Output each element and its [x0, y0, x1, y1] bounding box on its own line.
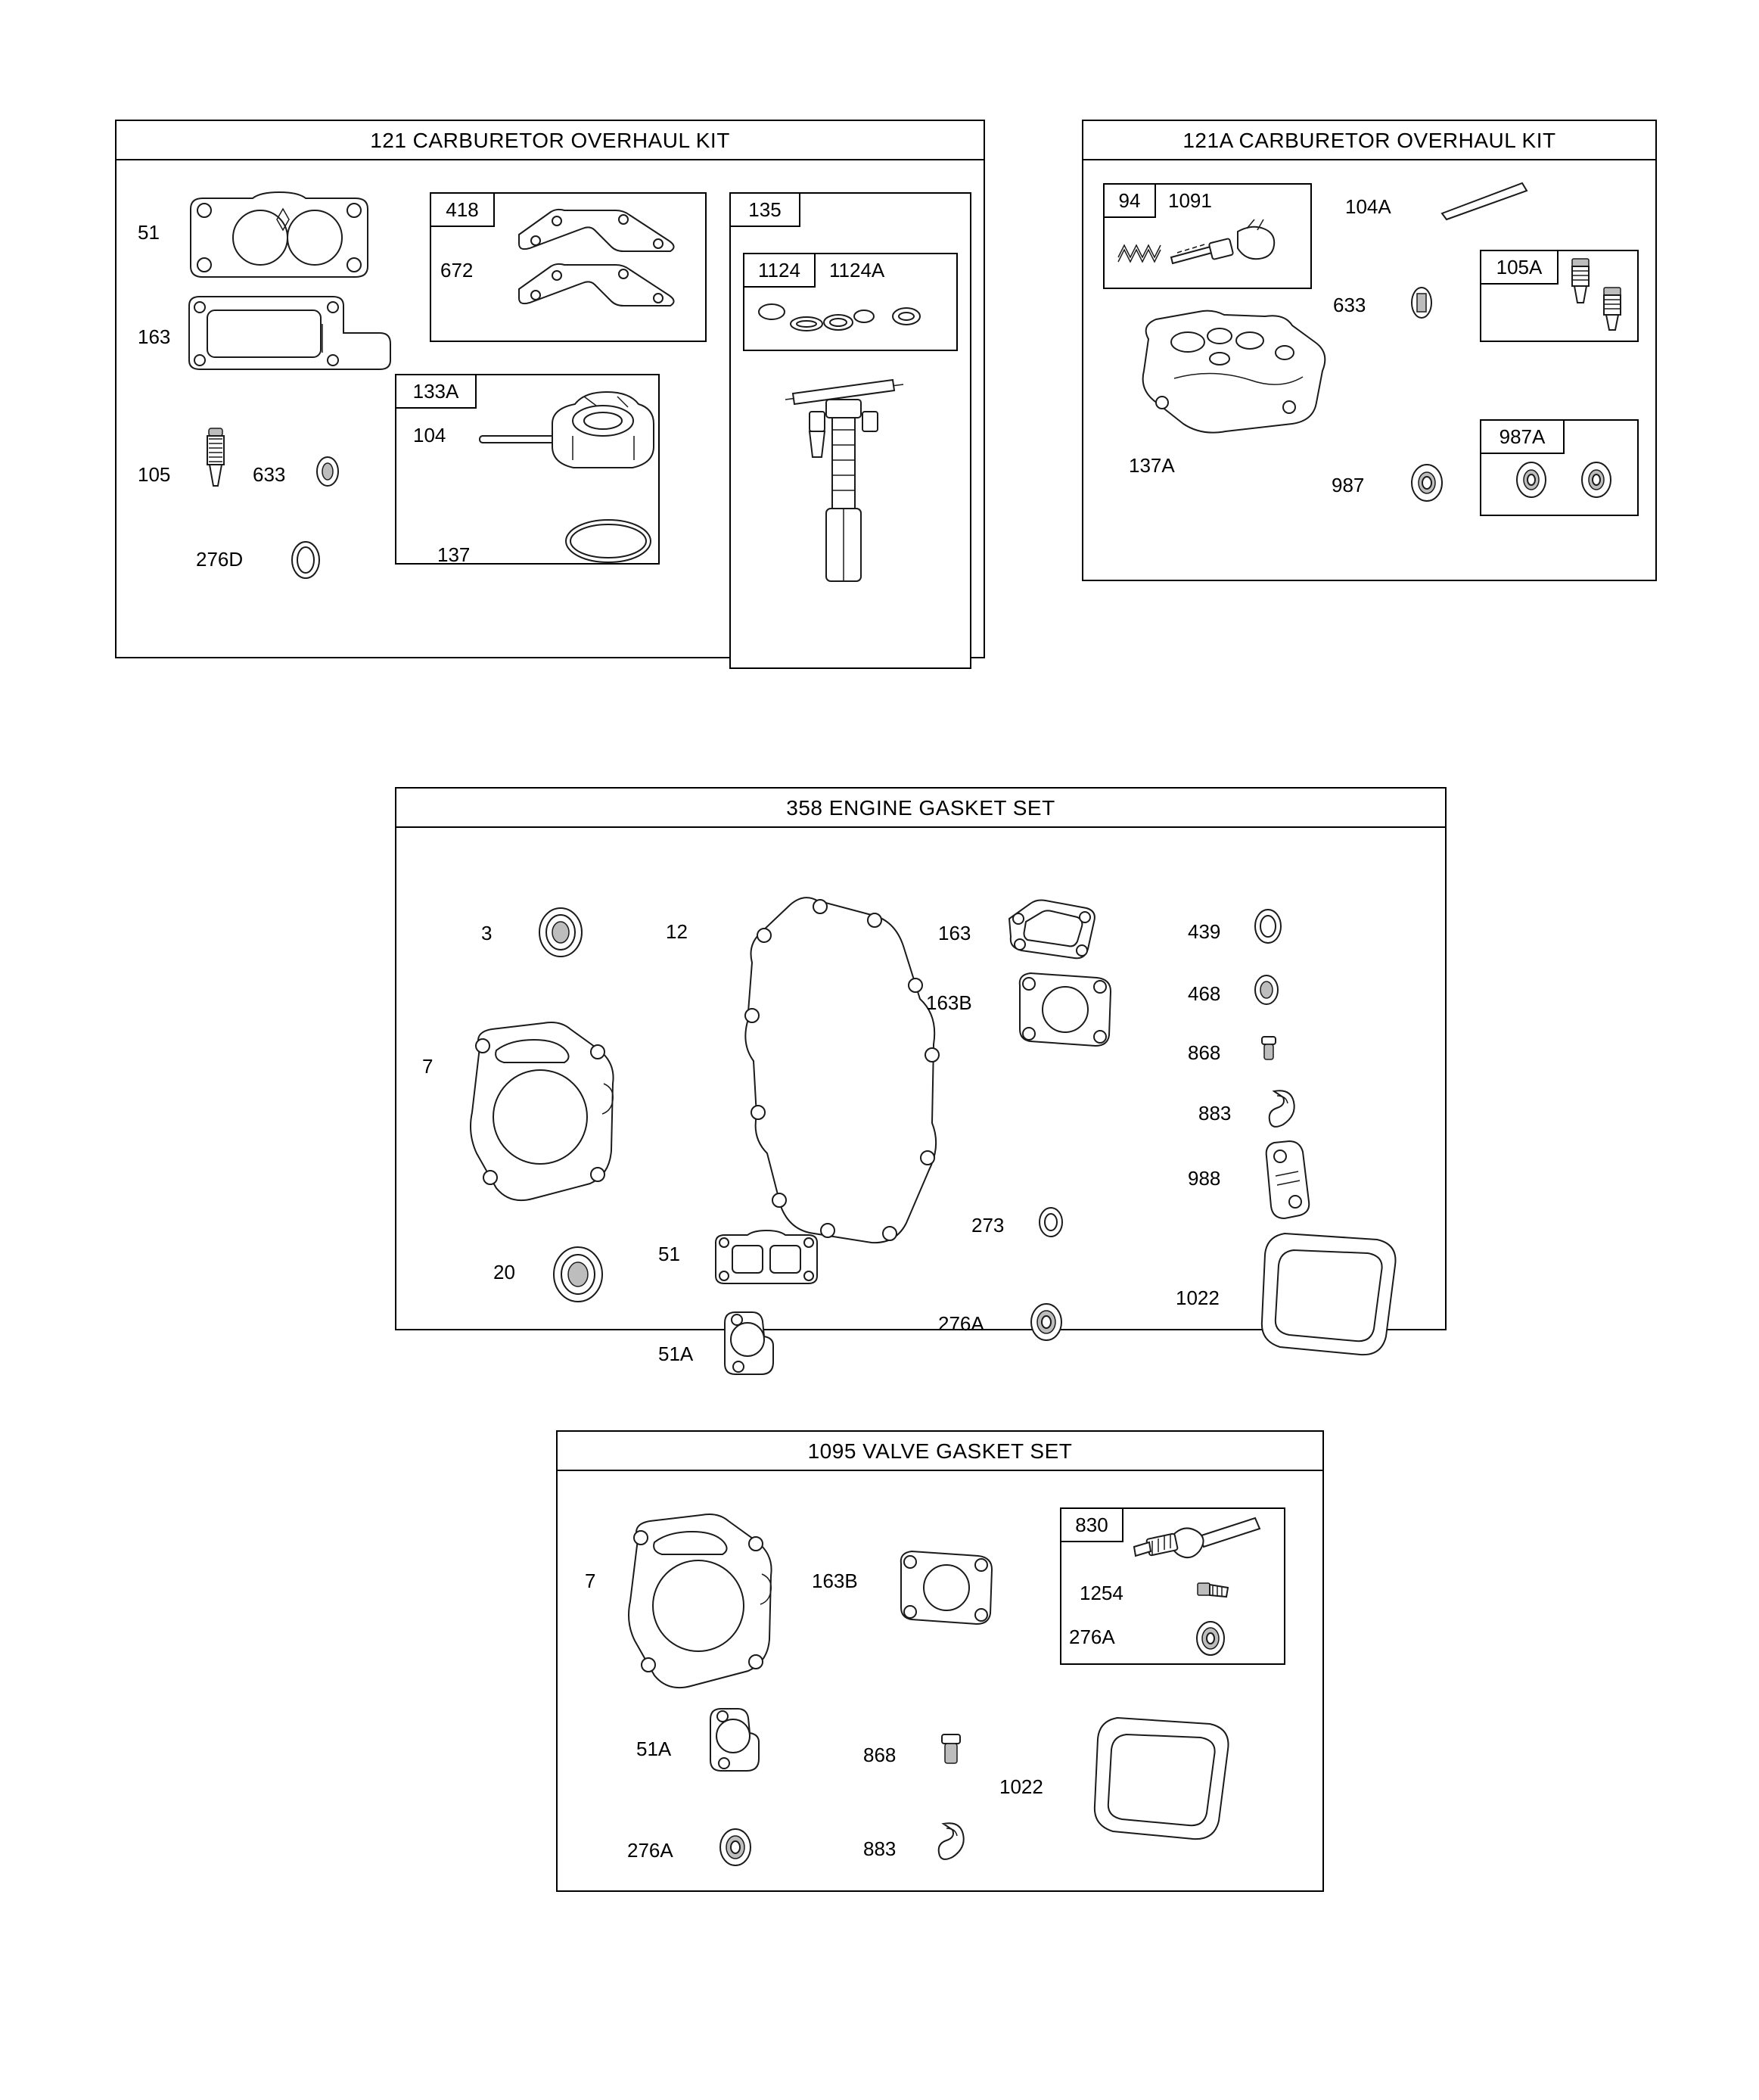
label-105: 105: [138, 463, 171, 486]
part-94-spring: [1111, 227, 1167, 271]
label-672: 672: [440, 259, 474, 282]
label-104A: 104A: [1345, 195, 1391, 218]
part-868-valve-guide-seal: [933, 1730, 972, 1772]
part-51A-gasket: [700, 1701, 783, 1784]
label-868: 868: [863, 1744, 897, 1766]
label-104: 104: [413, 424, 446, 446]
label-883: 883: [863, 1837, 897, 1860]
label-51A: 51A: [636, 1738, 672, 1760]
part-883-retainer-clip: [933, 1818, 975, 1866]
label-868: 868: [1188, 1041, 1221, 1064]
part-468-seal: [1247, 970, 1286, 1010]
label-51A: 51A: [658, 1342, 694, 1365]
label-883: 883: [1198, 1102, 1232, 1125]
label-830-box: 830: [1060, 1507, 1123, 1542]
label-439: 439: [1188, 920, 1221, 943]
label-133A-box: 133A: [395, 374, 477, 409]
part-1254-screw: [1190, 1577, 1238, 1616]
panel-body-358: [396, 828, 1445, 1365]
label-633: 633: [1333, 294, 1366, 316]
panel-title-121A: 121A CARBURETOR OVERHAUL KIT: [1083, 121, 1655, 160]
label-468: 468: [1188, 982, 1221, 1005]
part-830-rocker-stud: [1130, 1514, 1273, 1574]
label-1124-box: 1124: [743, 253, 816, 288]
part-633-seal: [1404, 283, 1439, 322]
part-1022-valve-cover-gasket: [1254, 1221, 1406, 1365]
part-135-throttle-shaft-assembly: [779, 372, 931, 630]
part-439-seal: [1247, 905, 1289, 947]
part-105-inlet-needle: [195, 424, 238, 493]
label-94-box: 94: [1103, 183, 1156, 218]
part-883-retainer-clip: [1263, 1085, 1304, 1132]
part-988-breather-gasket: [1259, 1137, 1319, 1227]
part-868-valve-guide-seal: [1253, 1032, 1285, 1066]
label-7: 7: [422, 1055, 434, 1078]
part-105A-needles: [1565, 256, 1633, 334]
part-137-bowl-gasket: [563, 516, 654, 566]
part-20-oil-seal: [542, 1243, 614, 1306]
label-418-box: 418: [430, 192, 495, 227]
part-51-carburetor-gasket: [185, 191, 374, 285]
part-133A-float-bowl: [539, 387, 660, 483]
label-276A: 276A: [938, 1312, 984, 1335]
label-276D: 276D: [196, 548, 244, 571]
label-273: 273: [971, 1214, 1005, 1237]
part-104A-float-pin: [1437, 179, 1536, 221]
part-276A-seal: [1189, 1616, 1232, 1660]
panel-carburetor-overhaul-kit-121: [115, 120, 985, 658]
label-51: 51: [138, 221, 160, 244]
label-105A-box: 105A: [1480, 250, 1559, 285]
part-276A-seal-2: [712, 1824, 759, 1871]
part-163-intake-gasket: [182, 291, 401, 389]
label-276A: 276A: [627, 1839, 673, 1862]
part-273-washer: [1032, 1203, 1070, 1241]
part-987-washer: [1404, 460, 1450, 506]
label-163B: 163B: [926, 991, 972, 1014]
part-7-cylinder-head-gasket: [618, 1510, 807, 1700]
label-7: 7: [585, 1570, 596, 1592]
label-12: 12: [666, 920, 688, 943]
label-1124A: 1124A: [829, 259, 885, 282]
part-7-cylinder-head-gasket: [460, 1019, 649, 1215]
part-1091-mixture-screw: [1168, 215, 1304, 275]
label-1022: 1022: [1176, 1286, 1220, 1309]
panel-carburetor-overhaul-kit-121a: [1082, 120, 1657, 581]
label-163B: 163B: [812, 1570, 858, 1592]
part-137A-bowl-gasket: [1129, 306, 1348, 442]
label-137: 137: [437, 543, 471, 566]
part-51A-gasket: [714, 1305, 797, 1388]
part-12-crankcase-cover-gasket: [714, 888, 979, 1267]
part-987A-washers: [1501, 454, 1630, 507]
panel-engine-gasket-set-358: [395, 787, 1447, 1365]
label-987A-box: 987A: [1480, 419, 1565, 454]
part-3-oil-seal: [527, 902, 595, 963]
part-418-gasket: [510, 204, 691, 256]
part-163B-intake-gasket: [1009, 966, 1123, 1056]
panel-title-358: 358 ENGINE GASKET SET: [396, 789, 1445, 828]
label-20: 20: [493, 1261, 515, 1283]
label-633: 633: [253, 463, 286, 486]
panel-body-121: [117, 160, 984, 657]
panel-title-121: 121 CARBURETOR OVERHAUL KIT: [117, 121, 984, 160]
part-163-muffler-gasket: [1002, 898, 1100, 970]
part-1124-seals-group: [751, 295, 955, 342]
label-988: 988: [1188, 1167, 1221, 1190]
label-135-box: 135: [729, 192, 800, 227]
panel-valve-gasket-set-1095: [556, 1430, 1324, 1892]
label-3: 3: [481, 922, 493, 944]
label-987: 987: [1332, 474, 1365, 496]
label-137A: 137A: [1129, 454, 1175, 477]
label-1022: 1022: [999, 1775, 1043, 1798]
panel-body-1095: [558, 1471, 1322, 1890]
label-51: 51: [658, 1243, 680, 1265]
part-51-carburetor-gasket: [710, 1227, 823, 1291]
part-276A-seal: [1023, 1299, 1070, 1346]
part-276D-o-ring: [283, 537, 328, 583]
part-633-seal: [310, 454, 345, 489]
panel-body-121A: [1083, 160, 1655, 580]
label-163: 163: [938, 922, 971, 944]
part-163B-intake-gasket: [890, 1544, 1004, 1635]
label-1254: 1254: [1080, 1582, 1123, 1604]
part-672-gasket: [510, 259, 691, 310]
label-276A-box: 276A: [1069, 1626, 1115, 1648]
panel-title-1095: 1095 VALVE GASKET SET: [558, 1432, 1322, 1471]
label-1091: 1091: [1168, 189, 1212, 212]
part-1022-valve-cover-gasket: [1087, 1706, 1246, 1850]
label-163: 163: [138, 325, 171, 348]
